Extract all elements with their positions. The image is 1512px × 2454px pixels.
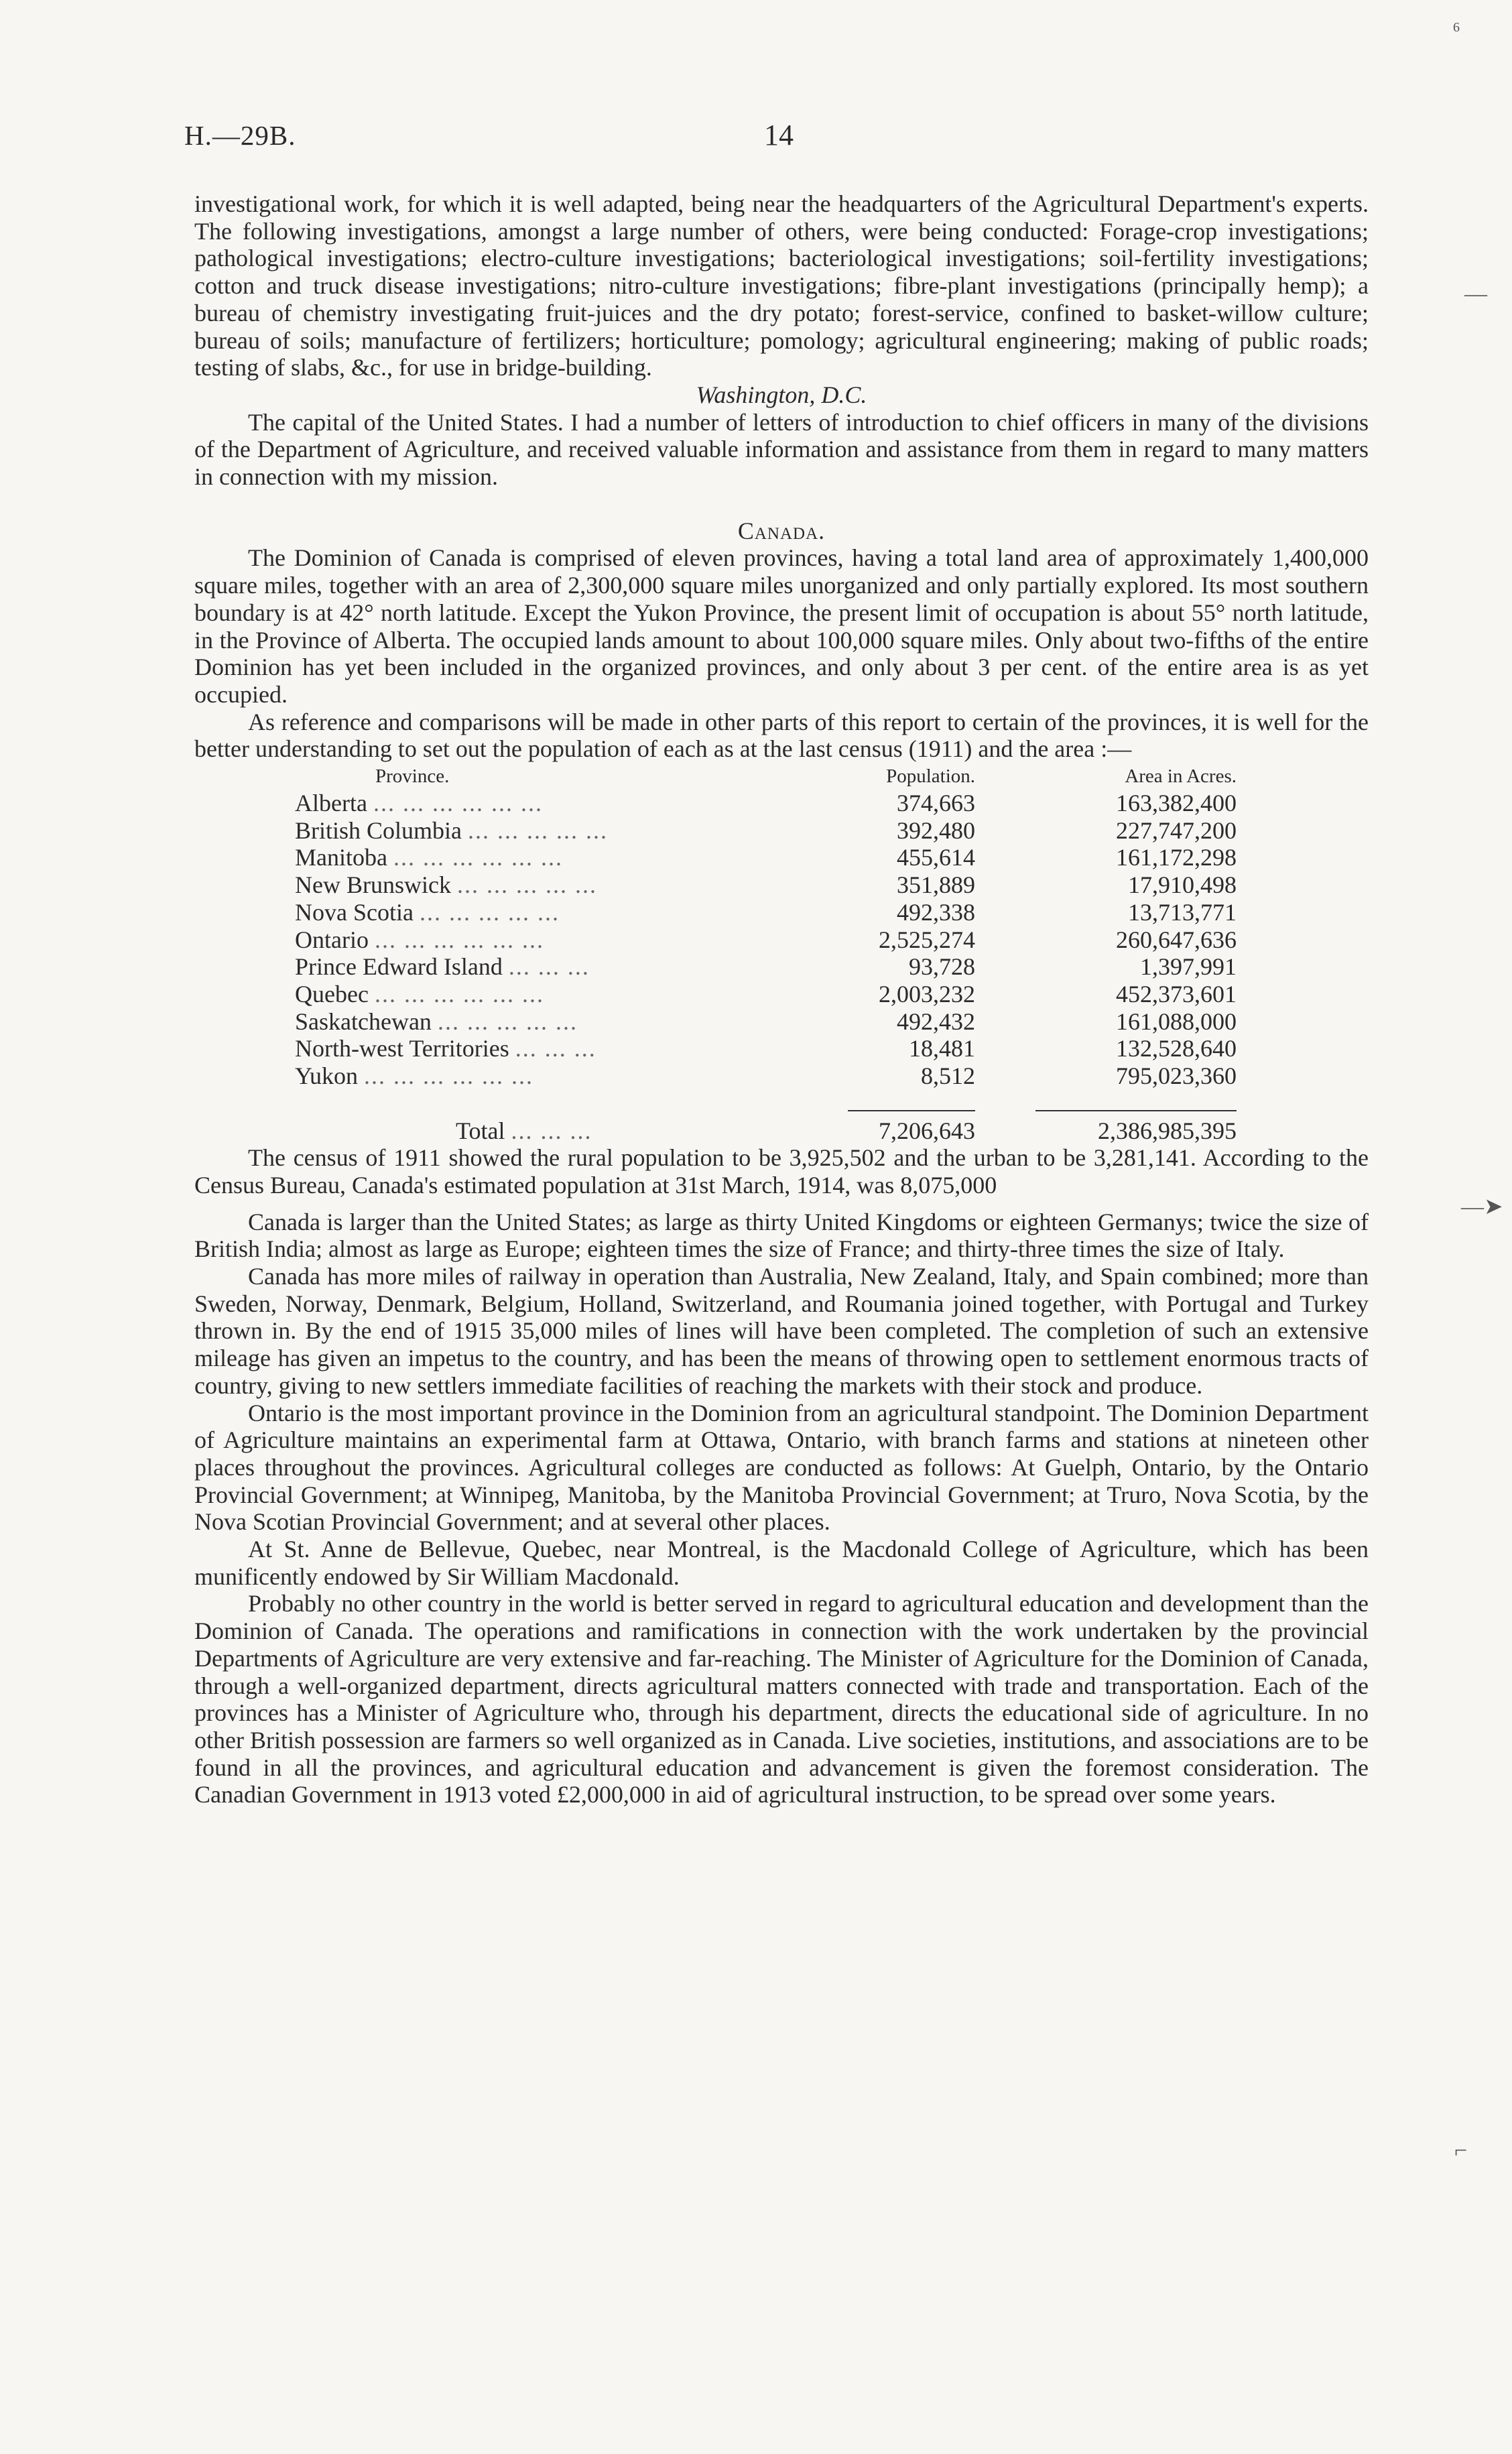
- population-table: [295, 763, 1237, 1144]
- leader-dots: ... ... ...: [515, 1035, 596, 1062]
- margin-arrow-mark: —➤: [1461, 1194, 1503, 1219]
- province-name: New Brunswick: [295, 871, 451, 899]
- corner-mark: 6: [1453, 20, 1460, 35]
- table-row: [295, 817, 1237, 845]
- province-name: Saskatchewan: [295, 1007, 432, 1035]
- heading-canada: Canada.: [737, 517, 826, 544]
- population-value: 455,614: [897, 844, 975, 871]
- population-value: 492,338: [897, 898, 975, 926]
- province-name: Alberta: [295, 790, 367, 817]
- population-value: 93,728: [909, 953, 975, 981]
- province-name: British Columbia: [295, 816, 462, 844]
- heading-washington: Washington, D.C.: [696, 381, 867, 408]
- table-row: [295, 926, 1237, 954]
- leader-dots: ... ... ... ... ... ...: [374, 980, 544, 1007]
- area-value: 132,528,640: [1116, 1035, 1237, 1062]
- paragraph-census: The census of 1911 showed the rural population to be 3,925,502 and the urban to be 3,281,141. According to the Census Bureau, Canada's estimated population at 31st March, 1914, was 8,075,000: [194, 1144, 1369, 1199]
- province-name: Prince Edward Island: [295, 953, 503, 981]
- leader-dots: ... ... ... ... ...: [456, 871, 597, 899]
- leader-dots: ... ... ... ... ... ...: [364, 1062, 534, 1090]
- province-name: Ontario: [295, 926, 369, 953]
- table-row: [295, 1035, 1237, 1062]
- leader-dots: ... ... ... ... ...: [468, 816, 609, 844]
- column-header-province: Province.: [375, 765, 450, 788]
- leader-dots: ... ... ... ... ... ...: [374, 926, 544, 953]
- total-label: Total: [456, 1117, 505, 1144]
- area-value: 17,910,498: [1128, 871, 1237, 899]
- table-row: [295, 953, 1237, 981]
- paragraph-size-comparison: Canada is larger than the United States; as large as thirty United Kingdoms or eighteen Germanys; twice the size of British India; almost as large as Europe; eighteen times the size of France; and thirty-three times the size of Italy.: [194, 1208, 1369, 1263]
- leader-dots: ... ... ...: [511, 1117, 592, 1144]
- area-value: 452,373,601: [1116, 980, 1237, 1007]
- document-reference: H.—29B.: [184, 120, 296, 151]
- population-value: 2,003,232: [879, 980, 975, 1007]
- area-value: 795,023,360: [1116, 1062, 1237, 1090]
- table-row: [295, 899, 1237, 926]
- table-total-row: [295, 1117, 1237, 1145]
- population-value: 351,889: [897, 871, 975, 899]
- province-name: Quebec: [295, 980, 369, 1007]
- population-value: 18,481: [909, 1035, 975, 1062]
- margin-dash-mark: —: [1464, 282, 1487, 306]
- table-row: [295, 981, 1237, 1008]
- area-value: 227,747,200: [1116, 816, 1237, 844]
- paragraph-reference: As reference and comparisons will be made in other parts of this report to certain of the provinces, it is well for the better understanding to set out the population of each as at the last census (1911) and the area :—: [194, 708, 1369, 763]
- column-header-population: Population.: [886, 765, 975, 788]
- table-row: [295, 1062, 1237, 1090]
- total-rule: [295, 1090, 1237, 1117]
- leader-dots: ... ... ... ... ... ...: [373, 790, 543, 817]
- population-value: 8,512: [921, 1062, 975, 1090]
- leader-dots: ... ... ... ... ...: [437, 1007, 578, 1035]
- province-name: Manitoba: [295, 844, 387, 871]
- table-row: [295, 871, 1237, 899]
- total-area: 2,386,985,395: [1098, 1117, 1237, 1144]
- population-value: 2,525,274: [879, 926, 975, 953]
- area-value: 260,647,636: [1116, 926, 1237, 953]
- paragraph-ontario: Ontario is the most important province in the Dominion from an agricultural standpoint. The Dominion Department of Agriculture maintains an experimental farm at Ottawa, Ontario, with branch farms and stations at nineteen other places throughout the provinces. Agricultural colleges are conducted as follows: At Guelph, Ontario, by the Ontario Provincial Government; at Winnipeg, Manitoba, by the Manitoba Provincial Government; at Truro, Nova Scotia, by the Nova Scotian Provincial Government; and at several other places.: [194, 1399, 1369, 1536]
- column-header-area: Area in Acres.: [1125, 765, 1237, 788]
- population-value: 392,480: [897, 816, 975, 844]
- area-value: 13,713,771: [1128, 898, 1237, 926]
- population-value: 492,432: [897, 1007, 975, 1035]
- area-value: 161,088,000: [1116, 1007, 1237, 1035]
- paragraph-agricultural-education: Probably no other country in the world is better served in regard to agricultural education and development than the Dominion of Canada. The operations and ramifications in connection with the work undertaken by the provincial Departments of Agriculture are very extensive and far-reaching. The Minister of Agriculture for the Dominion of Canada, through a well-organized department, directs agricultural matters connected with trade and transportation. Each of the provinces has a Minister of Agriculture who, through his department, directs the educational side of agriculture. In no other British possession are farmers so well organized as in Canada. Live societies, institutions, and associations are to be found in all the provinces, and agricultural education and advancement is given the foremost consideration. The Canadian Government in 1913 voted £2,000,000 in aid of agricultural instruction, to be spread over some years.: [194, 1590, 1369, 1808]
- paragraph-macdonald-college: At St. Anne de Bellevue, Quebec, near Montreal, is the Macdonald College of Agriculture, which has been munificently endowed by Sir William Macdonald.: [194, 1536, 1369, 1590]
- area-value: 163,382,400: [1116, 790, 1237, 817]
- leader-dots: ... ... ... ... ...: [419, 898, 560, 926]
- document-body: [194, 190, 1369, 1808]
- province-name: Yukon: [295, 1062, 359, 1090]
- margin-tick-mark: ⌐: [1454, 2138, 1468, 2163]
- table-header-row: [295, 763, 1237, 790]
- paragraph-railway: Canada has more miles of railway in operation than Australia, New Zealand, Italy, and Spain combined; more than Sweden, Norway, Denmark, Belgium, Holland, Switzerland, and Roumania joined together, with Portugal and Turkey thrown in. By the end of 1915 35,000 miles of lines will have been completed. The completion of such an extensive mileage has given an impetus to the country, and has been the means of throwing open to settlement enormous tracts of country, giving to new settlers immediate facilities of reaching the markets with their stock and produce.: [194, 1263, 1369, 1399]
- area-value: 1,397,991: [1140, 953, 1237, 981]
- province-name: Nova Scotia: [295, 898, 414, 926]
- population-value: 374,663: [897, 790, 975, 817]
- paragraph-dominion: The Dominion of Canada is comprised of eleven provinces, having a total land area of approximately 1,400,000 square miles, together with an area of 2,300,000 square miles unorganized and only partially explored. Its most southern boundary is at 42° north latitude. Except the Yukon Province, the present limit of occupation is about 55° north latitude, in the Province of Alberta. The occupied lands amount to about 100,000 square miles. Only about two-fifths of the entire Dominion has yet been included in the organized provinces, and only about 3 per cent. of the entire area is as yet occupied.: [194, 544, 1369, 708]
- table-row: [295, 1008, 1237, 1036]
- paragraph-investigations: investigational work, for which it is well adapted, being near the headquarters of the Agricultural Department's experts. The following investigations, amongst a large number of others, were being conducted: Forage-crop investigations; pathological investigations; electro-culture investigations; bacteriological investigations; soil-fertility investigations; cotton and truck disease investigations; nitro-culture investigations; fibre-plant investigations (principally hemp); a bureau of chemistry investigating fruit-juices and the dry potato; forest-service, confined to basket-willow culture; bureau of soils; manufacture of fertilizers; horticulture; pomology; agricultural engineering; making of public roads; testing of slabs, &c., for use in bridge-building.: [194, 190, 1369, 381]
- page-number: 14: [764, 119, 794, 151]
- table-row: [295, 844, 1237, 871]
- leader-dots: ... ... ...: [508, 953, 590, 981]
- province-name: North-west Territories: [295, 1035, 509, 1062]
- area-value: 161,172,298: [1116, 844, 1237, 871]
- table-row: [295, 790, 1237, 817]
- leader-dots: ... ... ... ... ... ...: [393, 844, 563, 871]
- paragraph-washington: The capital of the United States. I had a number of letters of introduction to chief officers in many of the divisions of the Department of Agriculture, and received valuable information and assistance from them in regard to many matters in connection with my mission.: [194, 408, 1369, 491]
- total-population: 7,206,643: [879, 1117, 975, 1144]
